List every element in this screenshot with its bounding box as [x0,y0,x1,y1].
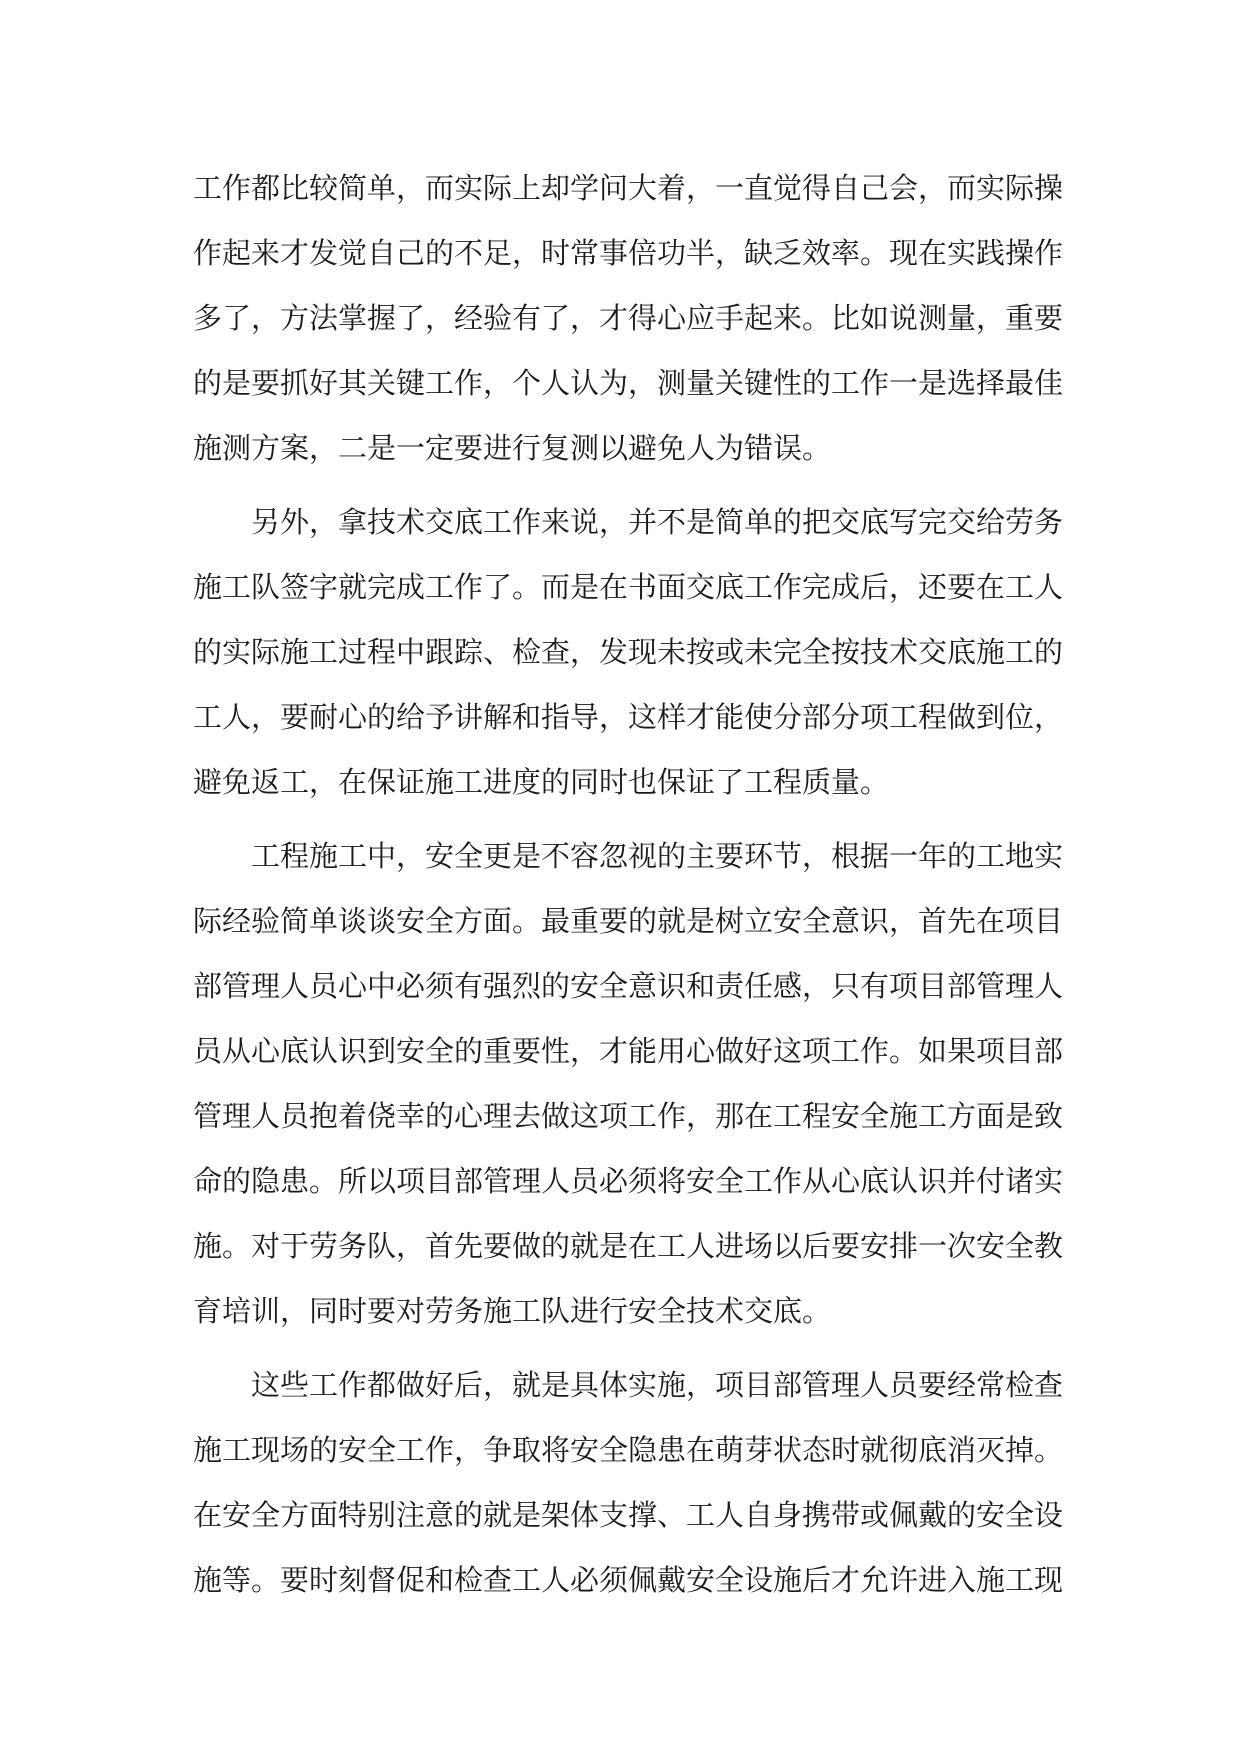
text-line: 这些工作都做好后，就是具体实施，项目部管理人员要经常检查 [251,1368,1064,1402]
text-line: 工人，要耐心的给予讲解和指导，这样才能使分部分项工程做到位， [193,700,1064,734]
text-line: 施。对于劳务队，首先要做的就是在工人进场以后要安排一次安全教 [193,1229,1064,1263]
paragraph [193,1353,1064,1613]
paragraph [193,490,1064,815]
text-line: 的实际施工过程中跟踪、检查，发现未按或未完全按技术交底施工的 [193,635,1064,669]
paragraph-gap [193,1344,1051,1353]
text-line: 在安全方面特别注意的就是架体支撑、工人自身携带或佩戴的安全设 [193,1498,1064,1532]
document-body [193,156,1064,1613]
paragraph-gap [193,815,1051,824]
text-line: 育培训，同时要对劳务施工队进行安全技术交底。 [193,1294,832,1328]
text-line: 际经验简单谈谈安全方面。最重要的就是树立安全意识，首先在项目 [193,904,1064,938]
text-line: 管理人员抱着侥幸的心理去做这项工作，那在工程安全施工方面是致 [193,1099,1064,1133]
text-line: 工作都比较简单，而实际上却学问大着，一直觉得自己会，而实际操 [193,171,1064,205]
text-line: 命的隐患。所以项目部管理人员必须将安全工作从心底认识并付诸实 [193,1164,1064,1198]
text-line: 作起来才发觉自己的不足，时常事倍功半，缺乏效率。现在实践操作 [193,236,1064,270]
text-line: 员从心底认识到安全的重要性，才能用心做好这项工作。如果项目部 [193,1034,1064,1068]
text-line: 避免返工，在保证施工进度的同时也保证了工程质量。 [193,765,890,799]
text-line: 施工现场的安全工作，争取将安全隐患在萌芽状态时就彻底消灭掉。 [193,1433,1064,1467]
text-line: 施测方案，二是一定要进行复测以避免人为错误。 [193,431,832,465]
text-line: 多了，方法掌握了，经验有了，才得心应手起来。比如说测量，重要 [193,301,1064,335]
text-line: 部管理人员心中必须有强烈的安全意识和责任感，只有项目部管理人 [193,969,1064,1003]
text-line: 的是要抓好其关键工作，个人认为，测量关键性的工作一是选择最佳 [193,366,1064,400]
paragraph-gap [193,481,1051,490]
paragraph [193,824,1064,1344]
text-line: 施工队签字就完成工作了。而是在书面交底工作完成后，还要在工人 [193,570,1064,604]
text-line: 施等。要时刻督促和检查工人必须佩戴安全设施后才允许进入施工现 [193,1563,1064,1597]
text-line: 另外，拿技术交底工作来说，并不是简单的把交底写完交给劳务 [251,505,1064,539]
text-line: 工程施工中，安全更是不容忽视的主要环节，根据一年的工地实 [251,839,1064,873]
paragraph [193,156,1064,481]
